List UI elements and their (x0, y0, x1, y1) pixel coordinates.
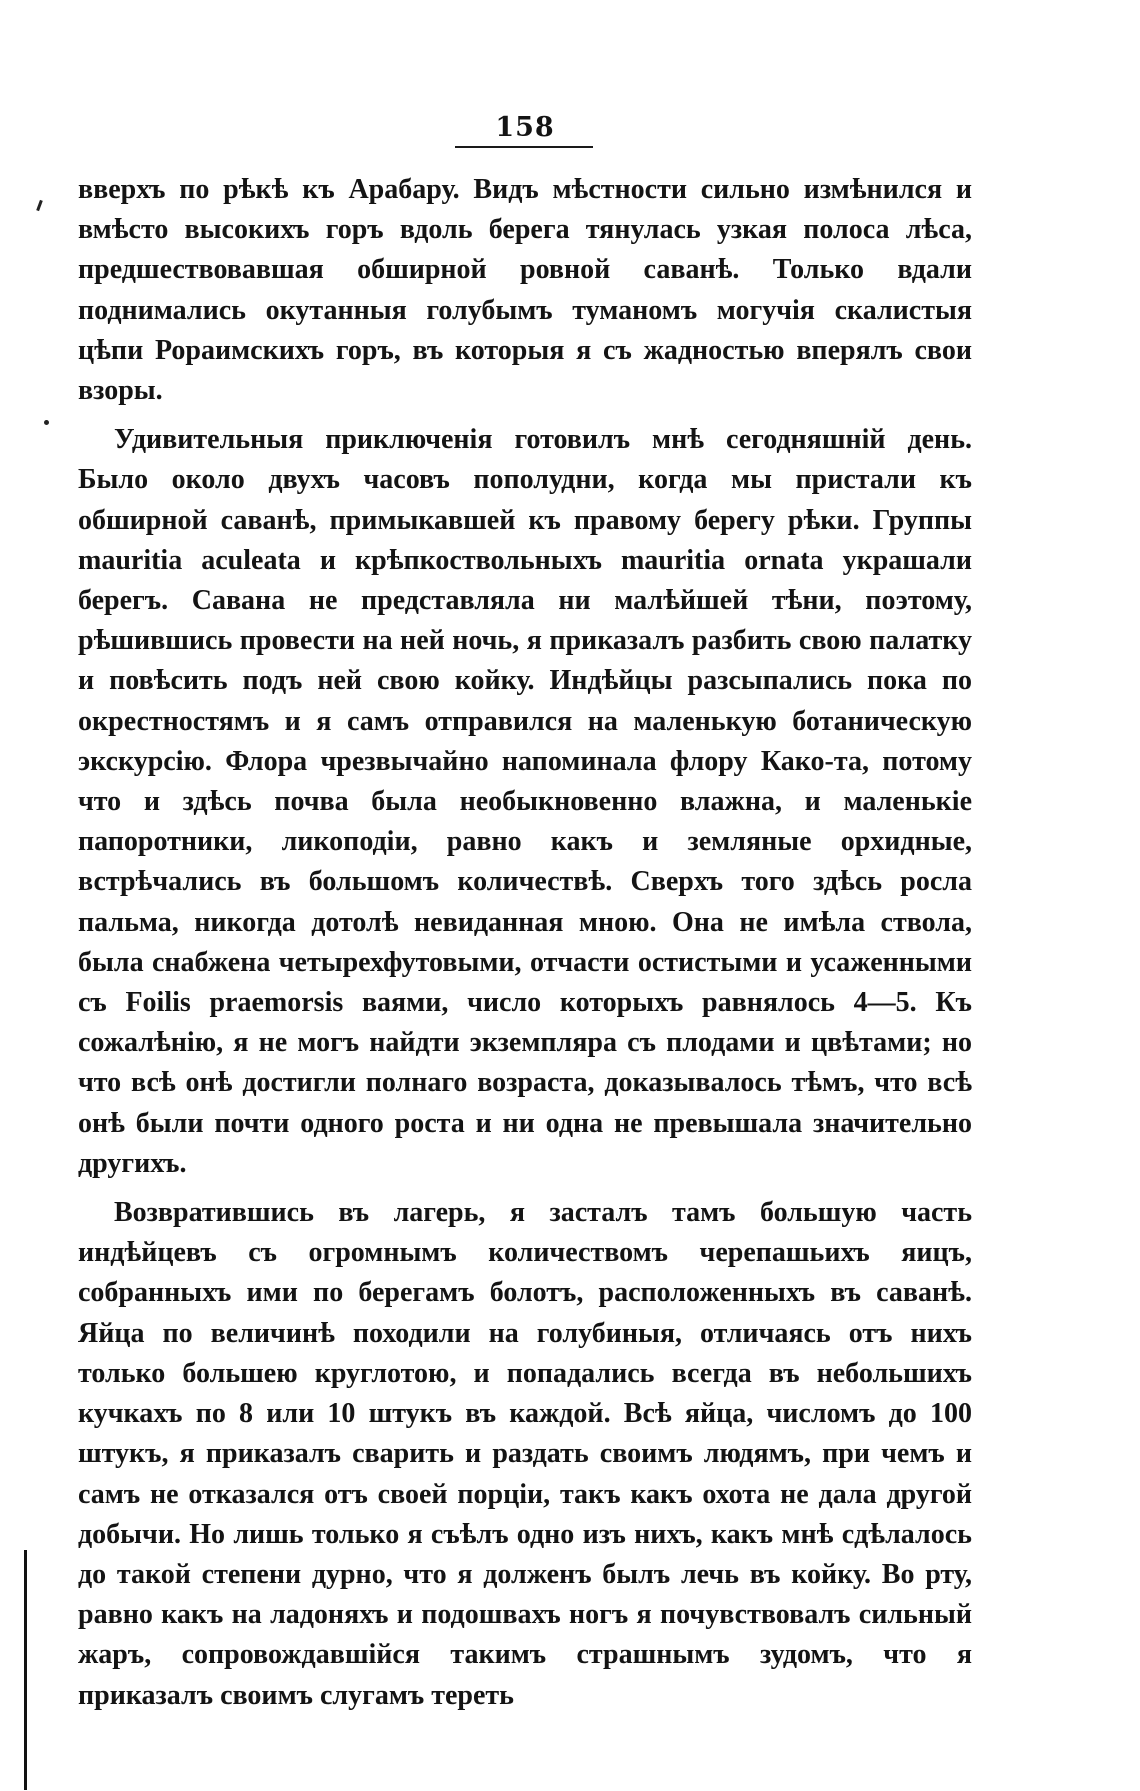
paragraph: Возвратившись въ лагерь, я засталъ тамъ большую часть индѣйцевъ съ огромнымъ количествомъ черепашьихъ яицъ, собранныхъ ими по берегамъ болотъ, расположенныхъ въ саванѣ. Яйца по величинѣ походили на голубиныя, отличаясь отъ нихъ только большею круглотою, и попадались всегда въ небольшихъ кучкахъ по 8 или 10 штукъ въ каждой. Всѣ яйца, числомъ до 100 штукъ, я приказалъ сварить и раздать своимъ людямъ, при чемъ и самъ не отказался отъ своей порціи, такъ какъ охота не дала другой добычи. Но лишь только я съѣлъ одно изъ нихъ, какъ мнѣ сдѣлалось до такой степени дурно, что я долженъ былъ лечь въ койку. Во рту, равно какъ на ладоняхъ и подошвахъ ногъ я почувствовалъ сильный жаръ, сопровождавшійся такимъ страшнымъ зудомъ, что я приказалъ своимъ слугамъ тереть (78, 1197, 972, 1711)
paragraph: Удивительныя приключенія готовилъ мнѣ сегодняшній день. Было около двухъ часовъ пополудни, когда мы пристали къ обширной саванѣ, примыкавшей къ правому берегу рѣки. Группы mauritia aculeata и крѣпкоствольныхъ mauritia ornata украшали берегъ. Савана не представляла ни малѣйшей тѣни, поэтому, рѣшившись провести на ней ночь, я приказалъ разбить свою палатку и повѣсить подъ ней свою койку. Индѣйцы разсыпались пока по окрестностямъ и я самъ отправился на маленькую ботаническую экскурсію. Флора чрезвычайно напоминала флору Како-та, потому что и здѣсь почва была необыкновенно влажна, и маленькіе папоротники, ликоподіи, равно какъ и земляные орхидные, встрѣчались въ большомъ количествѣ. Сверхъ того здѣсь росла пальма, никогда дотолѣ невиданная мною. Она не имѣла ствола, была снабжена четырехфутовыми, отчасти остистыми и усаженными съ Foilis praemorsis ваями, число которыхъ равнялось 4—5. Къ сожалѣнію, я не могъ найдти экземпляра съ плодами и цвѣтами; но что всѣ онѣ достигли полнаго возраста, доказывалось тѣмъ, что всѣ онѣ были почти одного роста и ни одна не превышала значительно другихъ. (78, 424, 972, 1179)
page-number-rule (455, 146, 593, 148)
margin-mark (36, 200, 43, 211)
margin-dot (44, 420, 49, 425)
paragraph-continued: вверхъ по рѣкѣ къ Арабару. Видъ мѣстности сильно измѣнился и вмѣсто высокихъ горъ вдоль берега тянулась узкая полоса лѣса, предшествовавшая обширной ровной саванѣ. Только вдали поднимались окутанныя голубымъ туманомъ могучія скалистыя цѣпи Рораимскихъ горъ, въ которыя я съ жадностью вперялъ свои взоры. (78, 174, 972, 407)
body-text (78, 170, 972, 1725)
scan-edge-line (24, 1550, 27, 1790)
page-number: 158 (495, 112, 555, 143)
